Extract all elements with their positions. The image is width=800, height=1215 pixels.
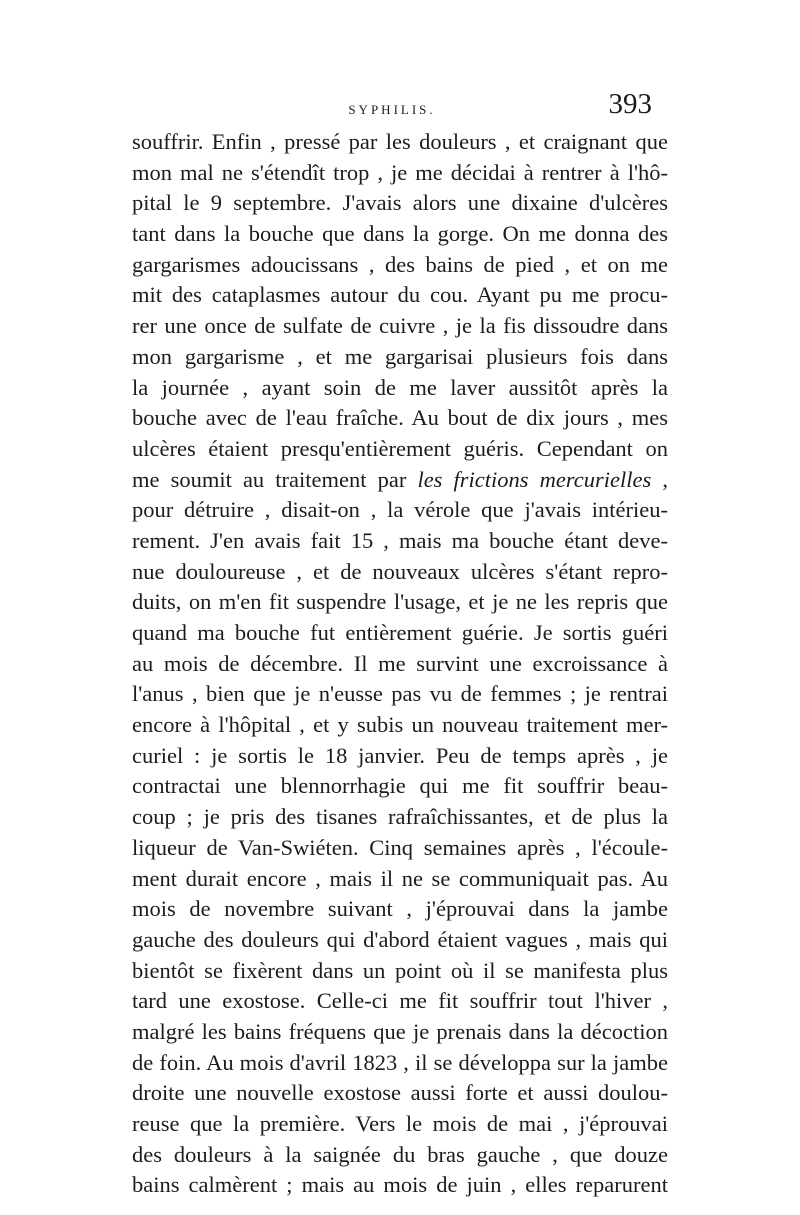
text-line: tard une exostose. Celle-ci me fit souffrir tout l'hiver , bbox=[132, 988, 668, 1014]
text-line: reuse que la première. Vers le mois de mai , j'éprouvai bbox=[132, 1111, 668, 1136]
text-line: des douleurs à la saignée du bras gauche , que douze bbox=[132, 1141, 668, 1167]
text-line: rement. J'en avais fait 15 , mais ma bouche étant deve- bbox=[132, 527, 668, 553]
text-line: mon mal ne s'étendît trop , je me décidai à rentrer à l'hô- bbox=[132, 159, 668, 185]
text-line: quand ma bouche fut entièrement guérie. Je sortis guéri bbox=[132, 620, 668, 645]
text-line: la journée , ayant soin de me laver aussitôt après la bbox=[132, 374, 668, 400]
text-line: duits, on m'en fit suspendre l'usage, et je ne les repris que bbox=[132, 589, 668, 615]
text-line: contractai une blennorrhagie qui me fit souffrir beau- bbox=[132, 773, 668, 799]
text-line: bouche avec de l'eau fraîche. Au bout de dix jours , mes bbox=[132, 405, 668, 431]
text-line: de foin. Au mois d'avril 1823 , il se développa sur la jambe bbox=[132, 1049, 668, 1075]
text-line: bientôt se fixèrent dans un point où il se manifesta plus bbox=[132, 957, 668, 983]
text-line: gargarismes adoucissans , des bains de pied , et on me bbox=[132, 251, 668, 277]
text-line: curiel : je sortis le 18 janvier. Peu de temps après , je bbox=[132, 742, 668, 768]
text-line: souffrir. Enfin , pressé par les douleurs , et craignant que bbox=[132, 129, 668, 154]
italic-phrase: les frictions mercurielles bbox=[417, 466, 652, 492]
text-line: mit des cataplasmes autour du cou. Ayant pu me procu- bbox=[132, 282, 668, 308]
text-line: tant dans la bouche que dans la gorge. On me donna des bbox=[132, 221, 668, 247]
text-line: malgré les bains fréquens que je prenais dans la décoction bbox=[132, 1018, 668, 1044]
text-line: l'anus , bien que je n'eusse pas vu de femmes ; je rentrai bbox=[132, 681, 668, 707]
text-line: rer une once de sulfate de cuivre , je la fis dissoudre dans bbox=[132, 313, 668, 339]
body-text bbox=[132, 127, 668, 1201]
text-line: nue douloureuse , et de nouveaux ulcères s'étant repro- bbox=[132, 558, 668, 584]
running-title: SYPHILIS. bbox=[348, 102, 436, 117]
text-line: coup ; je pris des tisanes rafraîchissantes, et de plus la bbox=[132, 804, 668, 830]
text-segment: , bbox=[651, 466, 669, 492]
running-header bbox=[132, 90, 652, 130]
text-line: pital le 9 septembre. J'avais alors une dixaine d'ulcères bbox=[132, 190, 668, 216]
text-line-with-italic bbox=[132, 465, 668, 496]
text-line: au mois de décembre. Il me survint une excroissance à bbox=[132, 650, 668, 676]
text-line: ulcères étaient presqu'entièrement guéris. Cependant on bbox=[132, 435, 668, 461]
text-line: mois de novembre suivant , j'éprouvai dans la jambe bbox=[132, 896, 668, 922]
text-segment: me soumit au traitement par bbox=[132, 466, 418, 492]
text-line: liqueur de Van-Swiéten. Cinq semaines après , l'écoule- bbox=[132, 834, 668, 860]
text-line: encore à l'hôpital , et y subis un nouveau traitement mer- bbox=[132, 712, 668, 738]
text-line: bains calmèrent ; mais au mois de juin , elles reparurent bbox=[132, 1172, 668, 1198]
text-line: droite une nouvelle exostose aussi forte et aussi doulou- bbox=[132, 1080, 668, 1106]
text-line: gauche des douleurs qui d'abord étaient vagues , mais qui bbox=[132, 926, 668, 952]
text-line: mon gargarisme , et me gargarisai plusieurs fois dans bbox=[132, 343, 668, 369]
text-line: pour détruire , disait-on , la vérole que j'avais intérieu- bbox=[132, 497, 668, 523]
text-line: ment durait encore , mais il ne se communiquait pas. Au bbox=[132, 865, 668, 891]
page-number: 393 bbox=[608, 88, 652, 120]
